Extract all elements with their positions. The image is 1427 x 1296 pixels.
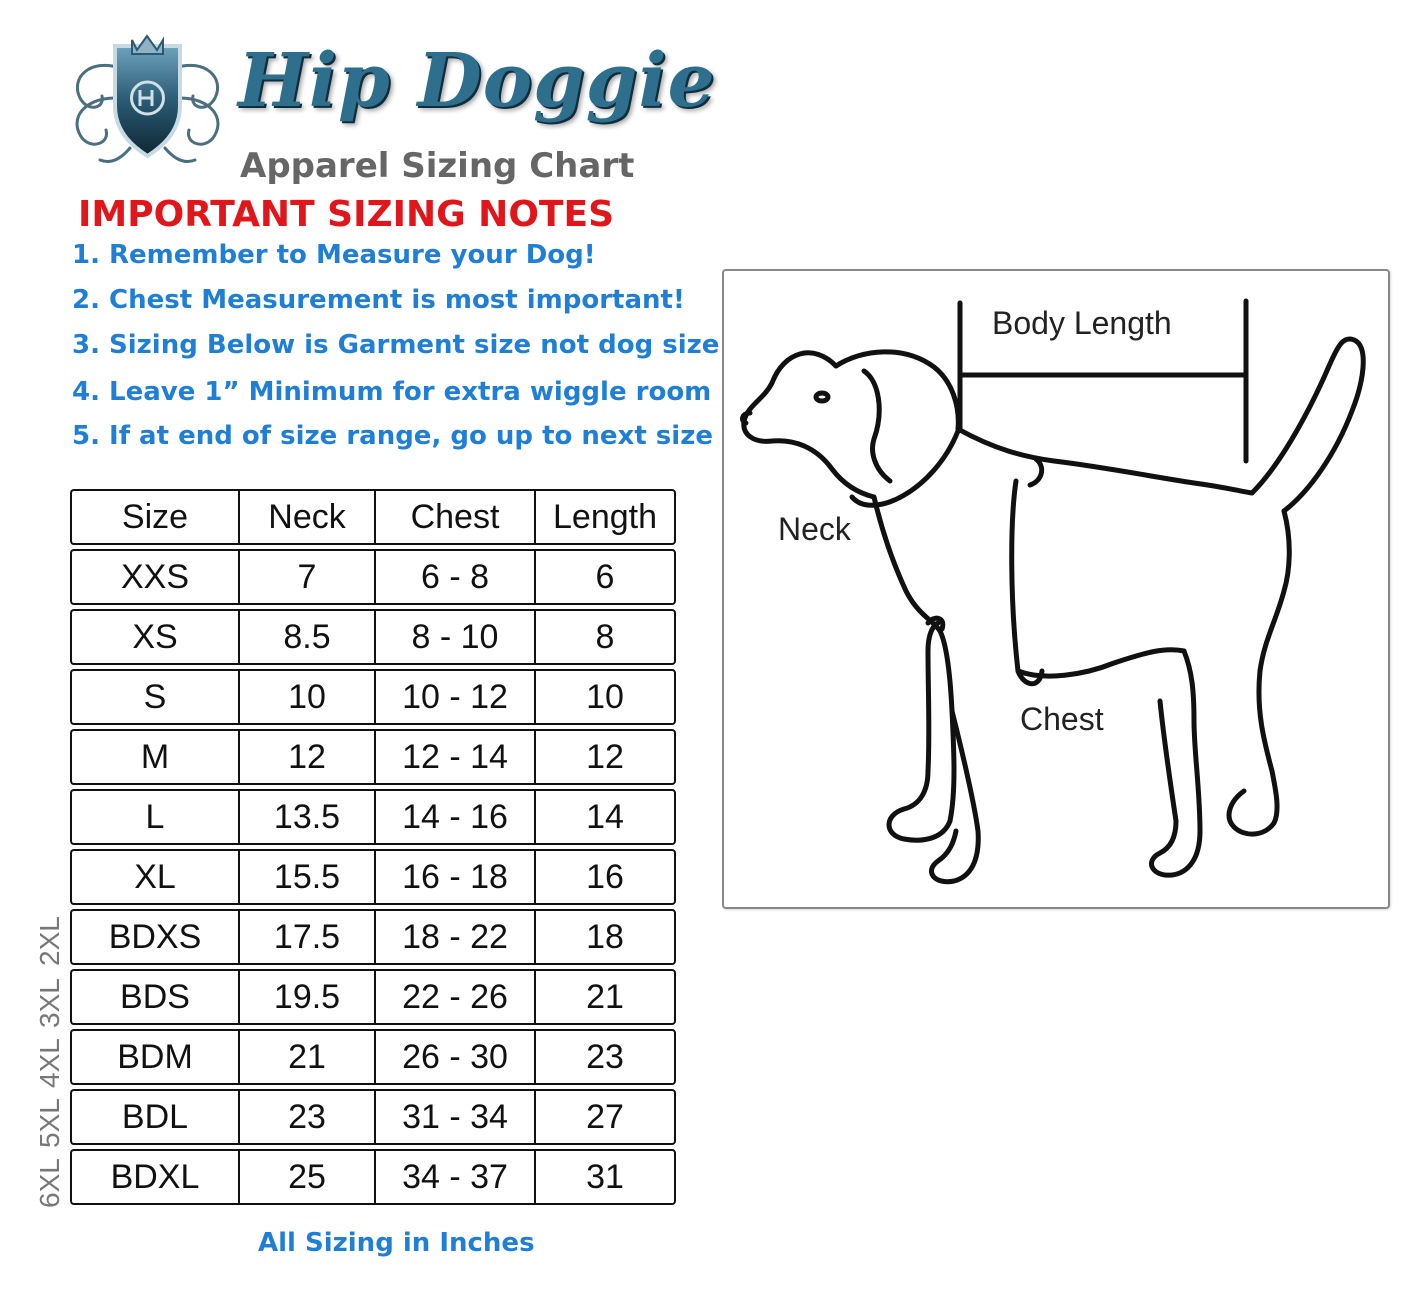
cell-length: 16	[534, 849, 676, 905]
notes-heading: IMPORTANT SIZING NOTES	[78, 194, 614, 235]
cell-neck: 23	[238, 1089, 374, 1145]
cell-neck: 21	[238, 1029, 374, 1085]
size-table	[70, 485, 676, 1209]
shield-crest-icon	[60, 28, 235, 168]
alt-size-label: 5XL	[34, 1098, 65, 1148]
cell-length: 18	[534, 909, 676, 965]
header-length: Length	[534, 489, 676, 545]
note-item: 1. Remember to Measure your Dog!	[72, 240, 596, 270]
alt-size-label: 2XL	[34, 916, 65, 966]
table-row	[70, 909, 676, 965]
cell-length: 23	[534, 1029, 676, 1085]
cell-chest: 6 - 8	[374, 549, 534, 605]
cell-size: L	[70, 789, 238, 845]
cell-neck: 15.5	[238, 849, 374, 905]
neck-label: Neck	[778, 511, 851, 547]
cell-neck: 13.5	[238, 789, 374, 845]
cell-length: 8	[534, 609, 676, 665]
cell-neck: 12	[238, 729, 374, 785]
alt-size-label: 6XL	[34, 1158, 65, 1208]
cell-size: M	[70, 729, 238, 785]
cell-chest: 31 - 34	[374, 1089, 534, 1145]
cell-neck: 25	[238, 1149, 374, 1205]
cell-length: 31	[534, 1149, 676, 1205]
cell-neck: 10	[238, 669, 374, 725]
table-row	[70, 729, 676, 785]
alt-size-label: 3XL	[34, 978, 65, 1028]
cell-chest: 22 - 26	[374, 969, 534, 1025]
header-chest: Chest	[374, 489, 534, 545]
table-row	[70, 849, 676, 905]
cell-chest: 10 - 12	[374, 669, 534, 725]
cell-neck: 17.5	[238, 909, 374, 965]
cell-chest: 34 - 37	[374, 1149, 534, 1205]
body-length-label: Body Length	[992, 305, 1172, 341]
cell-size: XXS	[70, 549, 238, 605]
note-item: 4. Leave 1” Minimum for extra wiggle room	[72, 377, 712, 407]
cell-size: BDXS	[70, 909, 238, 965]
header-size: Size	[70, 489, 238, 545]
cell-chest: 12 - 14	[374, 729, 534, 785]
cell-size: XS	[70, 609, 238, 665]
logo-emblem	[60, 28, 235, 168]
table-row	[70, 969, 676, 1025]
cell-length: 6	[534, 549, 676, 605]
note-item: 2. Chest Measurement is most important!	[72, 285, 685, 315]
cell-chest: 26 - 30	[374, 1029, 534, 1085]
cell-chest: 8 - 10	[374, 609, 534, 665]
cell-size: XL	[70, 849, 238, 905]
table-row	[70, 609, 676, 665]
cell-neck: 8.5	[238, 609, 374, 665]
table-row	[70, 669, 676, 725]
table-row	[70, 1089, 676, 1145]
table-body	[70, 549, 676, 1205]
table-row	[70, 549, 676, 605]
note-item: 3. Sizing Below is Garment size not dog size	[72, 330, 720, 360]
cell-chest: 16 - 18	[374, 849, 534, 905]
cell-length: 21	[534, 969, 676, 1025]
dog-outline-illustration	[724, 271, 1388, 907]
cell-length: 14	[534, 789, 676, 845]
table-header-row	[70, 489, 676, 545]
table-row	[70, 789, 676, 845]
note-item: 5. If at end of size range, go up to next size	[72, 421, 713, 451]
cell-chest: 18 - 22	[374, 909, 534, 965]
cell-size: BDL	[70, 1089, 238, 1145]
cell-length: 10	[534, 669, 676, 725]
alt-size-label: 4XL	[34, 1038, 65, 1088]
cell-size: S	[70, 669, 238, 725]
table-row	[70, 1149, 676, 1205]
cell-size: BDS	[70, 969, 238, 1025]
dog-measurement-diagram	[722, 269, 1390, 909]
cell-chest: 14 - 16	[374, 789, 534, 845]
cell-size: BDXL	[70, 1149, 238, 1205]
page-subtitle: Apparel Sizing Chart	[240, 146, 635, 186]
table-row	[70, 1029, 676, 1085]
cell-length: 12	[534, 729, 676, 785]
units-footnote: All Sizing in Inches	[258, 1228, 535, 1258]
brand-title: Hip Doggie	[238, 38, 716, 124]
cell-neck: 7	[238, 549, 374, 605]
cell-size: BDM	[70, 1029, 238, 1085]
chest-label: Chest	[1020, 701, 1104, 737]
cell-neck: 19.5	[238, 969, 374, 1025]
header-neck: Neck	[238, 489, 374, 545]
cell-length: 27	[534, 1089, 676, 1145]
